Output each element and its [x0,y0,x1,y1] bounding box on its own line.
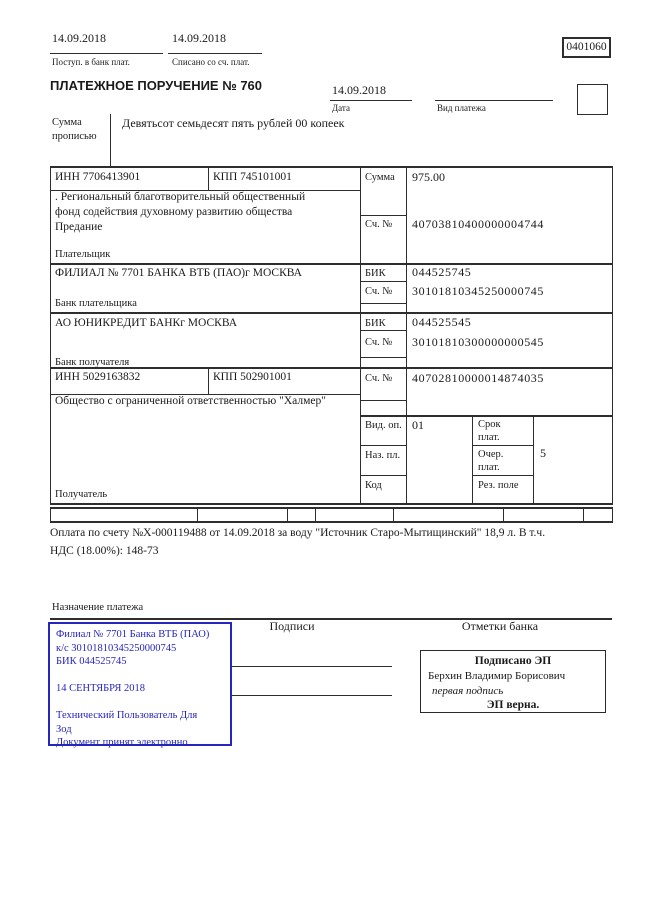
naz-label: Наз. пл. [365,450,401,461]
divider-line [612,507,613,521]
divider-line [50,507,51,521]
divider-line [360,357,406,358]
amount-value: 975.00 [412,170,445,184]
purpose-text-line: НДС (18.00%): 148-73 [50,545,159,557]
divider-line [360,475,406,476]
payment-type-checkbox [577,84,608,115]
payer-section-label: Плательщик [55,249,111,260]
document-date: 14.09.2018 [332,83,386,97]
payee-bank-section-label: Банк получателя [55,357,130,368]
op-type-label: Вид. оп. [365,420,402,431]
payee-bank-bik-label: БИК [365,318,386,329]
payee-bank-account: 30101810300000000545 [412,335,544,349]
payer-bank-account: 30101810345250000745 [412,284,544,298]
table-border [612,166,613,505]
stamp-line: Филиал № 7701 Банка ВТБ (ПАО) [56,629,210,640]
stamp-valid-label: ЭП верна. [486,699,540,711]
stamp-line: Технический Пользователь Для [56,710,198,721]
divider-line [50,521,613,523]
payee-bank-name: АО ЮНИКРЕДИТ БАНКг МОСКВА [55,317,238,329]
form-code: 0401060 [566,41,607,53]
order-value: 5 [540,446,546,460]
payment-type-label: Вид платежа [437,103,486,113]
payer-account: 40703810400000004744 [412,217,544,231]
payer-bank-name: ФИЛИАЛ № 7701 БАНКА ВТБ (ПАО)г МОСКВА [55,267,302,279]
stamp-line [56,696,230,710]
divider-line [533,415,534,503]
divider-line [360,303,406,304]
divider-line [472,445,533,446]
signature-line [232,666,392,667]
payee-name: Общество с ограниченной ответственностью "Халмер" [55,395,326,407]
form-code-box [562,37,611,58]
payer-bank-section-label: Банк плательщика [55,298,137,309]
divider-line [393,507,394,521]
date-debited: 14.09.2018 [172,31,226,45]
divider-line [583,507,584,521]
divider-line [360,445,406,446]
stamp-signed-label: Подписано ЭП [474,655,552,667]
bank-marks-label: Отметки банка [461,619,539,633]
divider-line [50,507,613,509]
signatures-label: Подписи [269,619,315,633]
payer-name-line: . Региональный благотворительный общественный [55,191,306,203]
bank-signature-stamp [420,650,606,713]
table-border [50,166,51,505]
date-received: 14.09.2018 [52,31,106,45]
payee-account-label: Сч. № [365,373,393,384]
payer-name-line: фонд содействия духовному развитию общества [55,206,293,218]
payee-inn: ИНН 5029163832 [55,371,141,383]
date-label: Дата [332,103,350,113]
table-border [50,503,613,505]
divider-line [360,330,406,331]
amount-words-label: Сумма прописью [52,117,97,142]
payee-bank-account-label: Сч. № [365,337,393,348]
bank-electronic-stamp [48,622,232,746]
divider-line [315,507,316,521]
table-border [360,166,361,503]
amount-label: Сумма [365,172,395,183]
stamp-line: БИК 044525745 [56,656,127,667]
underline [330,100,412,101]
op-type-value: 01 [412,418,424,432]
divider-line [208,367,209,394]
divider-line [110,114,111,166]
stamp-signer-name: Берхин Владимир Борисович [428,670,566,682]
code-label: Код [365,480,382,491]
stamp-line [56,669,230,683]
divider-line [360,415,613,417]
payee-section-label: Получатель [55,489,108,500]
stamp-line: к/с 30101810345250000745 [56,642,177,654]
amount-words-value: Девятьсот семьдесят пять рублей 00 копеек [122,116,345,130]
purpose-text-line: Оплата по счету №X-000119488 от 14.09.2018 за воду "Источник Старо-Мытищинский" 18,9 л. В т.ч. [50,527,546,539]
underline [168,53,262,54]
stamp-signature-kind: первая подпись [432,685,504,697]
term-label: Срок плат. [478,419,501,443]
divider-line [50,367,613,369]
divider-line [208,166,209,190]
stamp-line: Документ принят электронно [56,737,188,748]
payer-account-label: Сч. № [365,219,393,230]
divider-line [50,263,613,265]
table-border [406,166,407,503]
table-border [50,166,613,168]
stamp-line: Зод [56,723,72,735]
res-field-label: Рез. поле [478,480,519,491]
payer-kpp: КПП 745101001 [213,171,292,183]
divider-line [360,215,406,216]
purpose-label: Назначение платежа [52,602,144,613]
payee-account: 40702810000014874035 [412,371,544,385]
divider-line [287,507,288,521]
signature-line [232,695,392,696]
payee-bank-bik: 044525545 [412,315,472,329]
payer-name-line: Предание [55,221,103,233]
payee-kpp: КПП 502901001 [213,371,292,383]
payer-bank-account-label: Сч. № [365,286,393,297]
date-received-label: Поступ. в банк плат. [52,57,130,67]
divider-line [472,415,473,503]
stamp-line: 14 СЕНТЯБРЯ 2018 [56,683,145,694]
date-debited-label: Списано со сч. плат. [172,57,250,67]
divider-line [197,507,198,521]
divider-line [50,312,613,314]
underline [50,53,163,54]
divider-line [360,281,406,282]
payer-bank-bik-label: БИК [365,268,386,279]
divider-line [503,507,504,521]
divider-line [472,475,533,476]
divider-line [360,400,406,401]
order-label: Очер. плат. [478,449,504,473]
document-title: ПЛАТЕЖНОЕ ПОРУЧЕНИЕ № 760 [50,78,263,93]
underline [435,100,553,101]
payer-bank-bik: 044525745 [412,265,472,279]
payer-inn: ИНН 7706413901 [55,171,141,183]
